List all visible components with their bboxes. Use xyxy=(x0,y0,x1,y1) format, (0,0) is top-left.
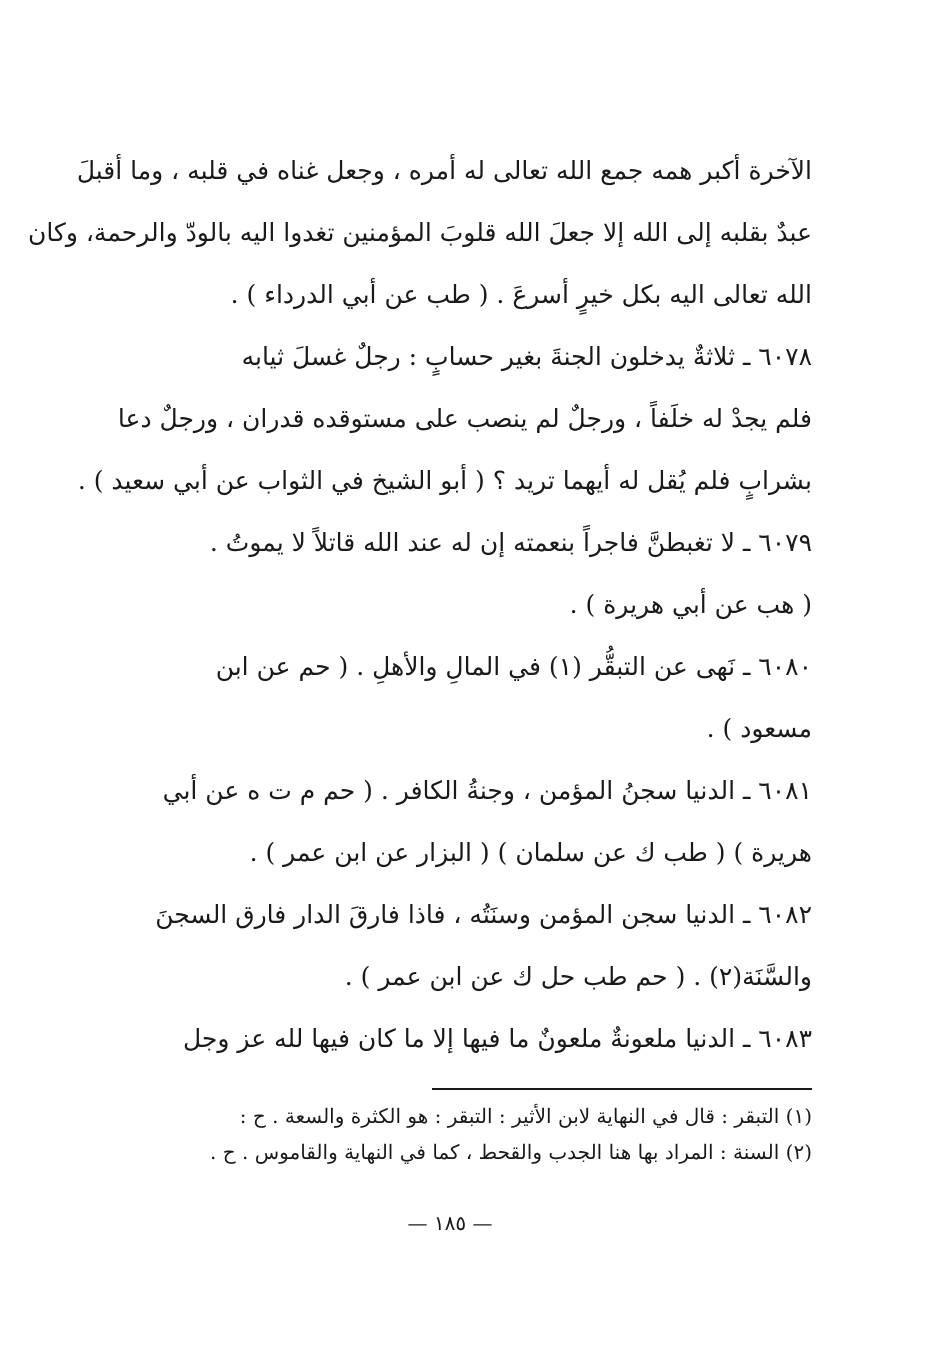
text-line: عبدٌ بقلبه إلى الله إلا جعلَ الله قلوبَ المؤمنين تغدوا اليه بالودّ والرحمة، وكان xyxy=(27,218,812,247)
hadith-6082-line: ٦٠٨٢ ـ الدنيا سجن المؤمن وسنَتُه ، فاذا فارقَ الدار فارق السجنَ xyxy=(155,900,812,929)
text-line: ( هب عن أبي هريرة ) . xyxy=(569,590,812,619)
footnote-2: (٢) السنة : المراد بها هنا الجدب والقحط ، كما في النهاية والقاموس . ح . xyxy=(210,1140,812,1164)
text-line: فلم يجدْ له خلَفاً ، ورجلٌ لم ينصب على مستوقده قدران ، ورجلٌ دعا xyxy=(117,404,812,433)
page-number: — ١٨٥ — xyxy=(407,1211,493,1235)
hadith-6078-line: ٦٠٧٨ ـ ثلاثةٌ يدخلون الجنةَ بغير حسابٍ : رجلٌ غسلَ ثيابه xyxy=(241,342,812,371)
text-line: مسعود ) . xyxy=(706,714,812,743)
footnote-1: (١) التبقر : قال في النهاية لابن الأثير : التبقر : هو الكثرة والسعة . ح : xyxy=(239,1104,812,1128)
text-line: الآخرة أكبر همه جمع الله تعالى له أمره ، وجعل غناه في قلبه ، وما أقبلَ xyxy=(76,156,812,185)
text-line: والسَّنَة(٢) . ( حم طب حل ك عن ابن عمر ) . xyxy=(344,962,812,991)
hadith-6080-line: ٦٠٨٠ ـ نَهى عن التبقُّر (١) في المالِ والأهلِ . ( حم عن ابن xyxy=(215,652,812,681)
text-line: بشرابٍ فلم يُقل له أيهما تريد ؟ ( أبو الشيخ في الثواب عن أبي سعيد ) . xyxy=(77,466,812,495)
footnote-divider xyxy=(432,1088,812,1090)
text-line: الله تعالى اليه بكل خيرٍ أسرعَ . ( طب عن أبي الدرداء ) . xyxy=(230,280,812,309)
hadith-6081-line: ٦٠٨١ ـ الدنيا سجنُ المؤمن ، وجنةُ الكافر . ( حم م ت ه عن أبي xyxy=(162,776,812,805)
hadith-6079-line: ٦٠٧٩ ـ لا تغبطنَّ فاجراً بنعمته إن له عند الله قاتلاً لا يموتُ . xyxy=(209,528,812,557)
main-text xyxy=(27,140,812,1070)
footnotes xyxy=(112,1098,812,1170)
text-line: هريرة ) ( طب ك عن سلمان ) ( البزار عن ابن عمر ) . xyxy=(249,838,812,867)
hadith-6083-line: ٦٠٨٣ ـ الدنيا ملعونةٌ ملعونٌ ما فيها إلا ما كان فيها لله عز وجل xyxy=(183,1024,812,1053)
